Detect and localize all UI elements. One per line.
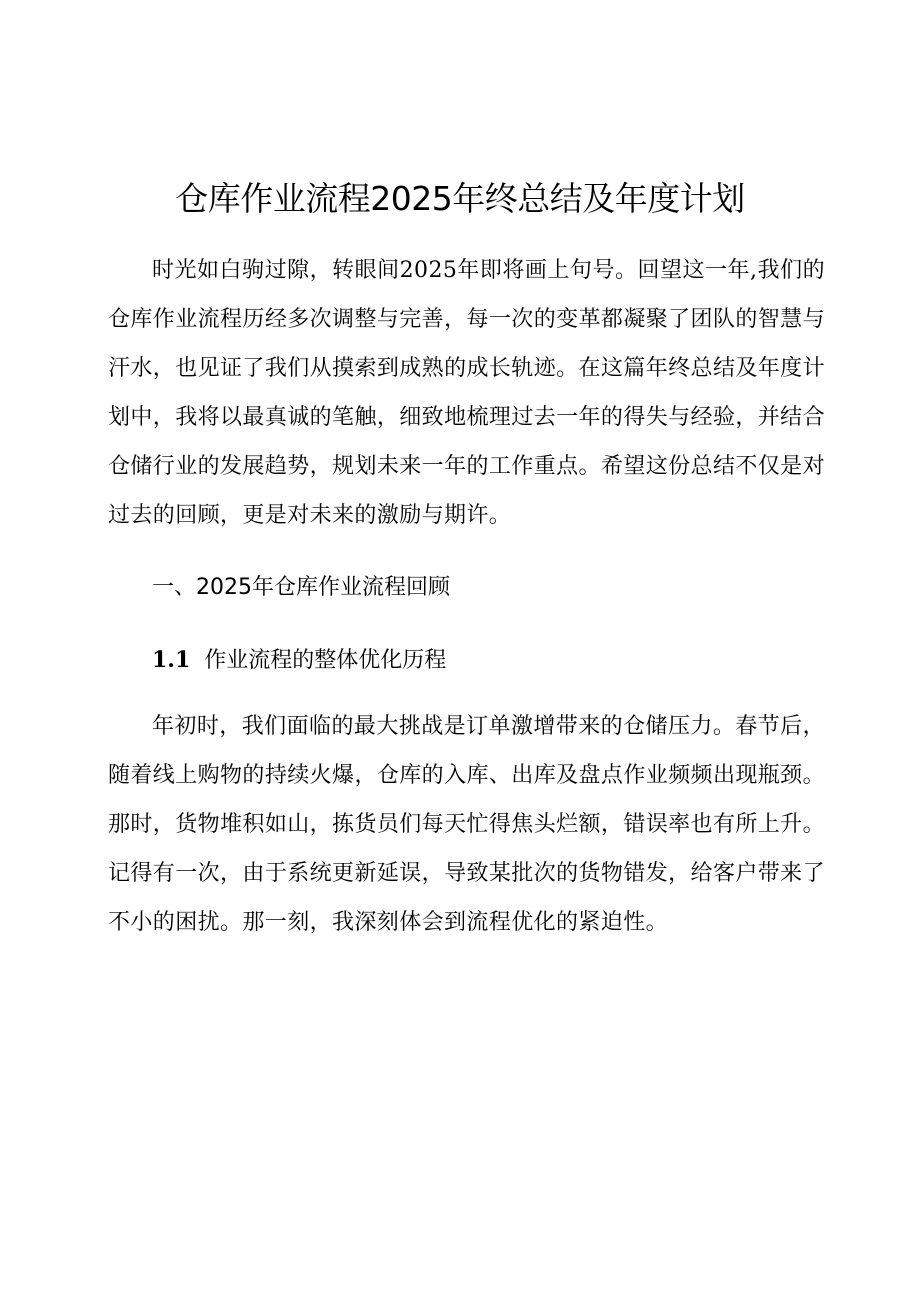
document-title: 仓库作业流程2025年终总结及年度计划	[175, 179, 745, 218]
intro-paragraph: 时光如白驹过隙，转眼间2025年即将画上句号。回望这一年,我们的仓库作业流程历经多次调整与完善，每一次的变革都凝聚了团队的智慧与汗水，也见证了我们从摸索到成熟的成长轨迹。在这篇年终总结及年度计划中，我将以最真诚的笔触，细致地梳理过去一年的得失与经验，并结合仓储行业的发展趋势，规划未来一年的工作重点。希望这份总结不仅是对过去的回顾，更是对未来的激励与期许。	[108, 258, 825, 528]
subsection-1-1-heading	[152, 644, 446, 677]
subsection-title: 作业流程的整体优化历程	[204, 648, 447, 673]
subsection-number: 1.1	[152, 647, 191, 673]
section-1-heading: 一、2025年仓库作业流程回顾	[152, 575, 450, 600]
subsection-1-1-paragraph: 年初时，我们面临的最大挑战是订单激增带来的仓储压力。春节后，随着线上购物的持续火爆，仓库的入库、出库及盘点作业频频出现瓶颈。那时，货物堆积如山，拣货员们每天忙得焦头烂额，错误率也有所上升。记得有一次，由于系统更新延误，导致某批次的货物错发，给客户带来了不小的困扰。那一刻，我深刻体会到流程优化的紧迫性。	[108, 714, 825, 935]
